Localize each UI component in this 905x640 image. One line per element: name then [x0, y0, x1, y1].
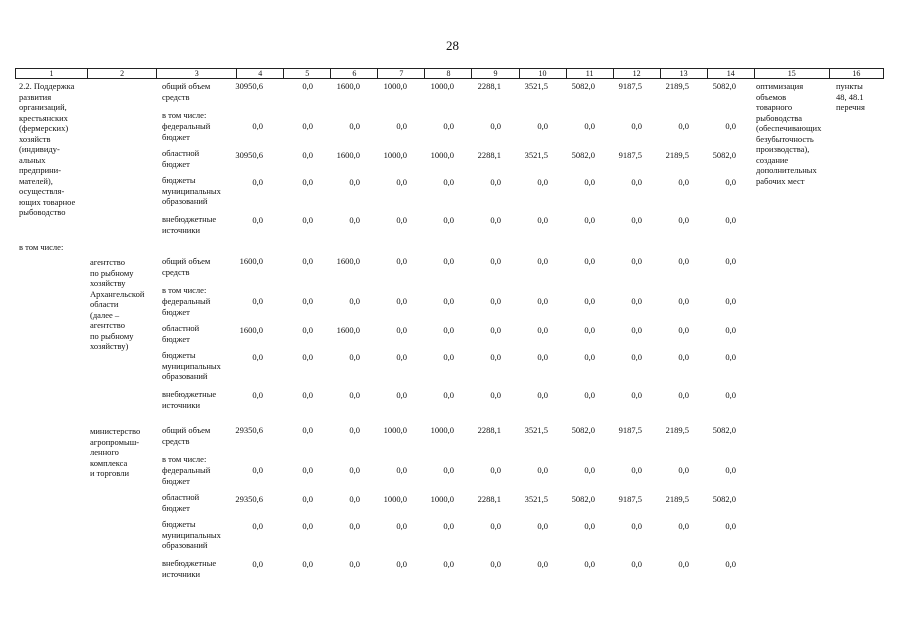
executor-agency-text: Архангельской [90, 288, 145, 299]
table-cell-value: 0,0 [396, 296, 407, 306]
source-federal-label: федеральный [162, 296, 211, 306]
table-cell-value: 0,0 [537, 177, 548, 187]
executor-ministry-text: и торговли [90, 468, 129, 478]
executor-agency-text: хозяйству [90, 278, 126, 288]
table-cell-value: 30950,6 [235, 150, 263, 160]
header-cell: 12 [613, 69, 660, 79]
reference-text: 48, 48.1 [836, 91, 864, 102]
reference-text: перечня [836, 102, 865, 112]
table-cell-value: 0,0 [537, 352, 548, 362]
table-cell-value: 0,0 [584, 465, 595, 475]
table-cell-value: 0,0 [349, 559, 360, 569]
expected-result-text: безубыточность [756, 133, 814, 144]
source-regional-label: бюджет [162, 333, 190, 344]
table-cell-value: 0,0 [631, 256, 642, 266]
table-cell-value: 1600,0 [336, 325, 360, 335]
table-cell-value: 0,0 [349, 215, 360, 225]
source-municipal-label: образований [162, 371, 208, 381]
table-cell-value: 0,0 [725, 352, 736, 362]
header-cell: 1 [16, 69, 88, 79]
table-cell-value: 0,0 [252, 121, 263, 131]
table-cell-value: 0,0 [631, 121, 642, 131]
program-item-text: хозяйств [19, 133, 51, 144]
header-cell: 2 [88, 69, 157, 79]
executor-agency-text: по рыбному [90, 267, 134, 278]
table-cell-value: 0,0 [490, 177, 501, 187]
table-cell-value: 0,0 [302, 494, 313, 504]
table-cell-value: 0,0 [537, 296, 548, 306]
table-cell-value: 1600,0 [336, 256, 360, 266]
table-cell-value: 0,0 [349, 465, 360, 475]
table-cell-value: 0,0 [443, 325, 454, 335]
table-cell-value: 0,0 [678, 465, 689, 475]
expected-result-text: рыбоводства [756, 112, 802, 123]
table-cell-value: 0,0 [537, 121, 548, 131]
table-cell-value: 0,0 [584, 256, 595, 266]
table-cell-value: 9187,5 [618, 81, 642, 91]
table-cell-value: 0,0 [678, 521, 689, 531]
table-cell-value: 0,0 [349, 177, 360, 187]
table-cell-value: 0,0 [302, 325, 313, 335]
source-total-label: средств [162, 266, 190, 277]
expected-result-text: оптимизация [756, 81, 804, 91]
table-cell-value: 0,0 [678, 352, 689, 362]
table-cell-value: 0,0 [396, 215, 407, 225]
header-cell: 6 [331, 69, 378, 79]
expected-result-text: объемов [756, 91, 787, 102]
table-cell-value: 0,0 [490, 390, 501, 400]
table-cell-value: 1000,0 [383, 81, 407, 91]
table-cell-value: 0,0 [725, 177, 736, 187]
table-cell-value: 0,0 [349, 121, 360, 131]
page-number: 28 [446, 38, 459, 53]
source-municipal-label: бюджеты [162, 519, 196, 529]
header-cell: 15 [754, 69, 829, 79]
table-cell-value: 0,0 [302, 390, 313, 400]
table-cell-value: 0,0 [678, 215, 689, 225]
table-cell-value: 0,0 [490, 215, 501, 225]
program-item-text: рыбоводство [19, 207, 66, 217]
source-total-label: общий объем [162, 256, 211, 266]
executor-agency-text: агентство [90, 320, 125, 330]
header-cell: 16 [829, 69, 883, 79]
table-cell-value: 0,0 [584, 325, 595, 335]
program-item-text: развития [19, 91, 52, 102]
table-cell-value: 0,0 [443, 215, 454, 225]
program-item-text: 2.2. Поддержка [19, 81, 75, 91]
table-cell-value: 30950,6 [235, 81, 263, 91]
source-federal-label: федеральный [162, 121, 211, 131]
executor-ministry-text: министерство [90, 426, 141, 436]
source-regional-label: бюджет [162, 158, 190, 169]
table-cell-value: 0,0 [443, 256, 454, 266]
table-cell-value: 0,0 [631, 352, 642, 362]
table-cell-value: 3521,5 [524, 494, 548, 504]
table-cell-value: 0,0 [584, 121, 595, 131]
source-regional-label: областной [162, 492, 200, 502]
table-cell-value: 1000,0 [430, 425, 454, 435]
table-cell-value: 2288,1 [477, 150, 501, 160]
table-cell-value: 1000,0 [430, 81, 454, 91]
executor-agency-text: (далее – [90, 309, 120, 320]
table-cell-value: 0,0 [302, 256, 313, 266]
table-cell-value: 0,0 [490, 325, 501, 335]
header-cell: 3 [157, 69, 237, 79]
table-cell-value: 0,0 [252, 465, 263, 475]
table-cell-value: 5082,0 [712, 81, 736, 91]
table-cell-value: 0,0 [490, 465, 501, 475]
table-cell-value: 0,0 [396, 521, 407, 531]
table-cell-value: 9187,5 [618, 494, 642, 504]
table-cell-value: 0,0 [725, 215, 736, 225]
table-cell-value: 0,0 [537, 390, 548, 400]
table-cell-value: 0,0 [349, 352, 360, 362]
table-cell-value: 5082,0 [571, 425, 595, 435]
table-cell-value: 0,0 [252, 296, 263, 306]
table-cell-value: 1600,0 [239, 256, 263, 266]
table-cell-value: 29350,6 [235, 425, 263, 435]
table-cell-value: 0,0 [725, 390, 736, 400]
source-municipal-label: муниципальных [162, 185, 221, 196]
header-cell: 7 [378, 69, 425, 79]
table-cell-value: 0,0 [349, 494, 360, 504]
source-municipal-label: муниципальных [162, 529, 221, 540]
source-regional-label: бюджет [162, 502, 190, 513]
header-cell: 10 [519, 69, 566, 79]
expected-result-text: дополнительных [756, 165, 817, 175]
table-cell-value: 0,0 [302, 177, 313, 187]
table-cell-value: 0,0 [302, 521, 313, 531]
table-cell-value: 0,0 [490, 256, 501, 266]
source-regional-label: областной [162, 148, 200, 158]
source-extrabudget-label: источники [162, 224, 201, 235]
table-cell-value: 0,0 [302, 352, 313, 362]
source-extrabudget-label: внебюджетные [162, 214, 217, 224]
table-cell-value: 0,0 [302, 296, 313, 306]
table-cell-value: 0,0 [443, 177, 454, 187]
table-cell-value: 0,0 [396, 177, 407, 187]
table-cell-value: 0,0 [631, 465, 642, 475]
table-cell-value: 0,0 [678, 559, 689, 569]
table-cell-value: 0,0 [631, 325, 642, 335]
table-cell-value: 2189,5 [665, 150, 689, 160]
table-cell-value: 3521,5 [524, 425, 548, 435]
table-cell-value: 0,0 [349, 296, 360, 306]
table-cell-value: 0,0 [443, 352, 454, 362]
table-cell-value: 0,0 [252, 215, 263, 225]
reference-text: пункты [836, 81, 863, 91]
table-cell-value: 0,0 [725, 296, 736, 306]
table-cell-value: 2189,5 [665, 425, 689, 435]
table-cell-value: 5082,0 [571, 150, 595, 160]
table-cell-value: 5082,0 [712, 425, 736, 435]
table-cell-value: 0,0 [725, 521, 736, 531]
table-cell-value: 1600,0 [336, 150, 360, 160]
table-cell-value: 2189,5 [665, 81, 689, 91]
table-cell-value: 2288,1 [477, 81, 501, 91]
executor-ministry-text: агропромыш- [90, 436, 140, 447]
table-cell-value: 0,0 [678, 256, 689, 266]
header-cell: 9 [472, 69, 519, 79]
table-cell-value: 0,0 [302, 425, 313, 435]
table-cell-value: 0,0 [396, 465, 407, 475]
program-item-text: организаций, [19, 102, 67, 112]
table-cell-value: 0,0 [252, 352, 263, 362]
table-cell-value: 0,0 [443, 521, 454, 531]
table-cell-value: 0,0 [490, 296, 501, 306]
including-label: в том числе: [19, 242, 64, 252]
expected-result-text: рабочих мест [756, 175, 805, 186]
header-cell: 5 [284, 69, 331, 79]
executor-ministry-text: ленного [90, 447, 119, 457]
program-item-text: альных [19, 154, 46, 165]
executor-agency-text: по рыбному [90, 330, 134, 341]
table-cell-value: 0,0 [678, 177, 689, 187]
source-including-label: в том числе: [162, 285, 207, 295]
program-item-text: (фермерских) [19, 123, 69, 133]
header-cell: 14 [707, 69, 754, 79]
executor-agency-text: области [90, 299, 119, 309]
expected-result-text: создание [756, 154, 789, 165]
table-cell-value: 0,0 [443, 121, 454, 131]
table-cell-value: 1000,0 [383, 494, 407, 504]
table-cell-value: 0,0 [252, 521, 263, 531]
table-cell-value: 0,0 [725, 256, 736, 266]
table-cell-value: 0,0 [490, 559, 501, 569]
table-cell-value: 0,0 [396, 352, 407, 362]
table-cell-value: 0,0 [252, 390, 263, 400]
table-cell-value: 1600,0 [239, 325, 263, 335]
table-cell-value: 0,0 [537, 215, 548, 225]
source-total-label: общий объем [162, 425, 211, 435]
executor-agency-text: хозяйству) [90, 341, 129, 351]
table-cell-value: 5082,0 [712, 150, 736, 160]
table-cell-value: 0,0 [725, 325, 736, 335]
executor-agency-text: агентство [90, 257, 125, 267]
table-cell-value: 2288,1 [477, 494, 501, 504]
table-cell-value: 0,0 [302, 465, 313, 475]
expected-result-text: товарного [756, 102, 793, 112]
table-cell-value: 0,0 [584, 296, 595, 306]
source-federal-label: бюджет [162, 306, 190, 317]
expected-result-text: производства), [756, 144, 810, 154]
table-cell-value: 1000,0 [383, 150, 407, 160]
executor-ministry-text: комплекса [90, 457, 128, 468]
table-cell-value: 0,0 [443, 559, 454, 569]
table-cell-value: 0,0 [537, 559, 548, 569]
column-number-header [15, 68, 884, 79]
table-cell-value: 0,0 [584, 521, 595, 531]
table-cell-value: 29350,6 [235, 494, 263, 504]
table-cell-value: 0,0 [584, 177, 595, 187]
table-cell-value: 3521,5 [524, 150, 548, 160]
source-extrabudget-label: внебюджетные [162, 389, 217, 399]
table-cell-value: 1000,0 [430, 150, 454, 160]
table-cell-value: 0,0 [490, 521, 501, 531]
table-cell-value: 0,0 [537, 325, 548, 335]
table-cell-value: 0,0 [252, 559, 263, 569]
source-extrabudget-label: источники [162, 568, 201, 579]
source-total-label: средств [162, 435, 190, 446]
table-cell-value: 9187,5 [618, 425, 642, 435]
source-extrabudget-label: источники [162, 399, 201, 410]
source-including-label: в том числе: [162, 110, 207, 120]
table-cell-value: 0,0 [302, 81, 313, 91]
table-cell-value: 0,0 [396, 559, 407, 569]
table-cell-value: 5082,0 [712, 494, 736, 504]
table-cell-value: 1000,0 [383, 425, 407, 435]
header-cell: 11 [566, 69, 613, 79]
table-cell-value: 0,0 [537, 256, 548, 266]
table-cell-value: 0,0 [678, 390, 689, 400]
table-cell-value: 1000,0 [430, 494, 454, 504]
table-cell-value: 0,0 [631, 521, 642, 531]
table-cell-value: 5082,0 [571, 81, 595, 91]
program-item-text: предприни- [19, 165, 62, 175]
table-cell-value: 0,0 [396, 256, 407, 266]
table-cell-value: 0,0 [396, 121, 407, 131]
table-cell-value: 0,0 [443, 465, 454, 475]
table-cell-value: 0,0 [631, 177, 642, 187]
table-cell-value: 0,0 [725, 121, 736, 131]
source-municipal-label: бюджеты [162, 175, 196, 185]
source-federal-label: бюджет [162, 131, 190, 142]
table-cell-value: 0,0 [396, 390, 407, 400]
table-cell-value: 3521,5 [524, 81, 548, 91]
program-item-text: (индивиду- [19, 144, 60, 154]
table-cell-value: 0,0 [349, 425, 360, 435]
program-item-text: мателей), [19, 175, 53, 186]
table-cell-value: 0,0 [631, 215, 642, 225]
table-cell-value: 0,0 [725, 559, 736, 569]
table-cell-value: 1600,0 [336, 81, 360, 91]
table-cell-value: 0,0 [396, 325, 407, 335]
source-federal-label: бюджет [162, 475, 190, 486]
table-cell-value: 0,0 [537, 521, 548, 531]
table-cell-value: 2189,5 [665, 494, 689, 504]
source-municipal-label: бюджеты [162, 350, 196, 360]
source-municipal-label: муниципальных [162, 360, 221, 371]
table-cell-value: 2288,1 [477, 425, 501, 435]
table-cell-value: 0,0 [631, 559, 642, 569]
table-cell-value: 0,0 [349, 521, 360, 531]
table-cell-value: 0,0 [678, 121, 689, 131]
header-cell: 4 [237, 69, 284, 79]
source-regional-label: областной [162, 323, 200, 333]
source-municipal-label: образований [162, 196, 208, 206]
table-cell-value: 0,0 [302, 559, 313, 569]
table-cell-value: 0,0 [584, 215, 595, 225]
table-cell-value: 9187,5 [618, 150, 642, 160]
table-cell-value: 0,0 [584, 390, 595, 400]
table-cell-value: 0,0 [678, 296, 689, 306]
table-cell-value: 0,0 [584, 352, 595, 362]
table-cell-value: 0,0 [490, 121, 501, 131]
source-total-label: средств [162, 91, 190, 102]
header-cell: 8 [425, 69, 472, 79]
table-cell-value: 0,0 [584, 559, 595, 569]
source-extrabudget-label: внебюджетные [162, 558, 217, 568]
table-cell-value: 0,0 [443, 296, 454, 306]
source-including-label: в том числе: [162, 454, 207, 464]
table-cell-value: 0,0 [302, 215, 313, 225]
program-item-text: крестьянских [19, 112, 68, 123]
table-cell-value: 0,0 [631, 390, 642, 400]
table-cell-value: 0,0 [349, 390, 360, 400]
program-item-text: осуществля- [19, 186, 65, 196]
table-cell-value: 0,0 [443, 390, 454, 400]
program-item-text: ющих товарное [19, 196, 76, 207]
table-cell-value: 0,0 [537, 465, 548, 475]
table-cell-value: 0,0 [631, 296, 642, 306]
table-cell-value: 0,0 [252, 177, 263, 187]
expected-result-text: (обеспечивающих [756, 123, 822, 133]
table-cell-value: 5082,0 [571, 494, 595, 504]
table-cell-value: 0,0 [302, 150, 313, 160]
table-cell-value: 0,0 [725, 465, 736, 475]
table-cell-value: 0,0 [678, 325, 689, 335]
source-total-label: общий объем [162, 81, 211, 91]
table-cell-value: 0,0 [302, 121, 313, 131]
source-municipal-label: образований [162, 540, 208, 550]
header-cell: 13 [660, 69, 707, 79]
table-cell-value: 0,0 [490, 352, 501, 362]
source-federal-label: федеральный [162, 465, 211, 475]
